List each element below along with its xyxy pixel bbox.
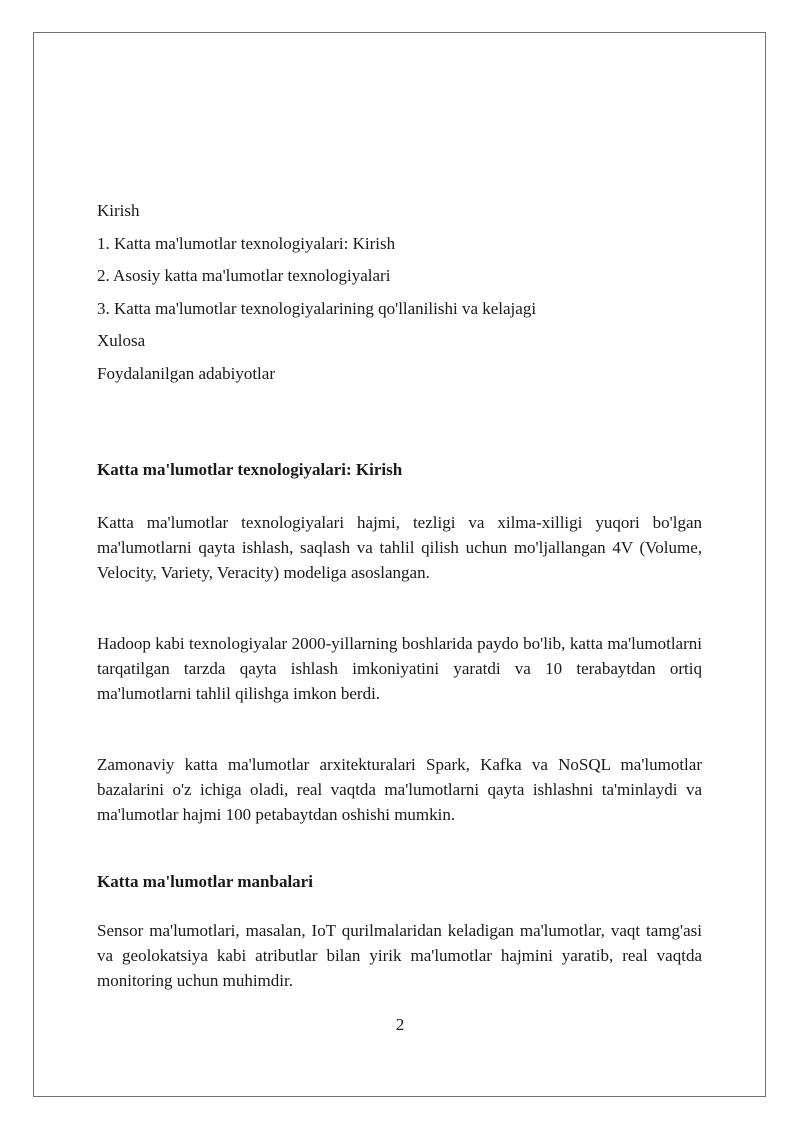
section-heading-intro: Katta ma'lumotlar texnologiyalari: Kirish (97, 460, 403, 479)
toc-item-chapter-2: 2. Asosiy katta ma'lumotlar texnologiyalari (97, 266, 391, 286)
paragraph-4v-model: Katta ma'lumotlar texnologiyalari hajmi, tezligi va xilma-xilligi yuqori bo'lgan ma'lumotlarni qayta ishlash, saqlash va tahlil qilish uchun mo'ljallangan 4V (Volume, Velocity, Variety, Veracity) modeliga asoslangan. (97, 513, 702, 582)
page-number: 2 (395, 1015, 405, 1034)
toc-item-introduction: Kirish (97, 201, 140, 220)
paragraph-modern-architectures: Zamonaviy katta ma'lumotlar arxitekturalari Spark, Kafka va NoSQL ma'lumotlar bazalarini o'z ichiga oladi, real vaqtda ma'lumotlarni qayta ishlashni ta'minlaydi va ma'lumotlar hajmi 100 petabaytdan oshishi mumkin. (97, 755, 702, 824)
document-body (97, 459, 702, 993)
toc-item-conclusion: Xulosa (97, 331, 146, 351)
section-heading-sources: Katta ma'lumotlar manbalari (97, 872, 313, 891)
toc-item-chapter-3: 3. Katta ma'lumotlar texnologiyalarining qo'llanilishi va kelajagi (97, 298, 537, 318)
toc-item-chapter-1: 1. Katta ma'lumotlar texnologiyalari: Kirish (97, 233, 396, 253)
paragraph-hadoop: Hadoop kabi texnologiyalar 2000-yillarning boshlarida paydo bo'lib, katta ma'lumotlarni tarqatilgan tarzda qayta ishlash imkoniyatini yaratdi va 10 terabaytdan ortiq ma'lumotlarni tahlil qilishga imkon berdi. (97, 634, 702, 703)
paragraph-sensor-data: Sensor ma'lumotlari, masalan, IoT qurilmalaridan keladigan ma'lumotlar, vaqt tamg'asi va geolokatsiya kabi atributlar bilan yirik ma'lumotlar hajmini yaratib, real vaqtda monitoring uchun muhimdir. (97, 921, 702, 990)
table-of-contents (97, 200, 707, 396)
toc-item-references: Foydalanilgan adabiyotlar (97, 363, 275, 383)
